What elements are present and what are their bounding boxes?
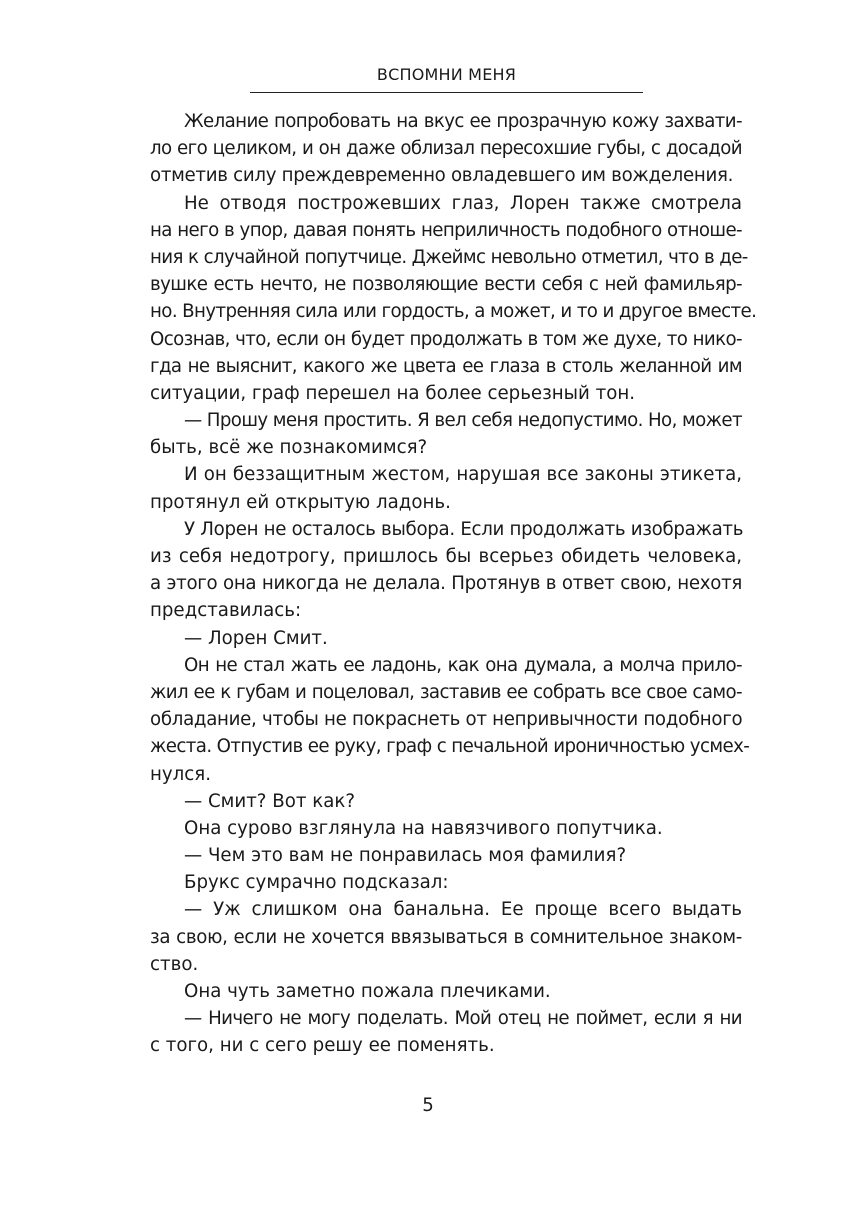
text-line: из себя недотрогу, пришлось бы всерьез обидеть человека, <box>150 546 742 567</box>
text-line: Брукс сумрачно подсказал: <box>184 872 449 894</box>
text-line: — Чем это вам не понравилась моя фамилия? <box>184 845 627 867</box>
text-line: Осознав, что, если он будет продолжать в том же духе, то нико- <box>150 328 742 350</box>
text-line: но. Внутренняя сила или гордость, а может, и то и другое вместе. <box>150 301 757 323</box>
text-line: жеста. Отпустив ее руку, граф с печальной ироничностью усмех- <box>150 736 750 758</box>
text-line: гда не выяснит, какого же цвета ее глаза в столь желанной им <box>150 355 742 377</box>
text-line: — Ничего не могу поделать. Мой отец не поймет, если я ни <box>184 1008 742 1030</box>
text-line: с того, ни с сего решу ее поменять. <box>150 1035 495 1057</box>
text-line: жил ее к губам и поцеловал, заставив ее собрать все свое само- <box>150 681 742 703</box>
text-line: — Уж слишком она банальна. Ее проще всего выдать <box>184 899 742 921</box>
running-header <box>250 64 643 86</box>
text-line: Он не стал жать ее ладонь, как она думала, а молча прило- <box>184 654 742 676</box>
page-number: 5 <box>422 1095 434 1116</box>
running-title: ВСПОМНИ МЕНЯ <box>376 65 517 84</box>
text-line: за свою, если не хочется ввязываться в сомнительное знаком- <box>150 926 742 948</box>
text-line: а этого она никогда не делала. Протянув в ответ свою, нехотя <box>150 573 742 595</box>
text-line: ло его целиком, и он даже облизал пересохшие губы, с досадой <box>150 138 742 160</box>
text-line: ситуации, граф перешел на более серьезный тон. <box>150 382 636 404</box>
text-line: И он беззащитным жестом, нарушая все законы этикета, <box>184 464 742 486</box>
text-line: обладание, чтобы не покраснеть от непривычности подобного <box>150 709 743 731</box>
text-line: Она сурово взглянула на навязчивого попутчика. <box>184 817 663 839</box>
text-line: на него в упор, давая понять неприличность подобного отноше- <box>150 219 742 241</box>
text-line: — Прошу меня простить. Я вел себя недопустимо. Но, может <box>184 410 742 432</box>
text-line: — Лорен Смит. <box>184 627 328 649</box>
text-line: нулся. <box>150 763 212 785</box>
text-line: — Смит? Вот как? <box>184 790 355 812</box>
body-text <box>150 108 757 1060</box>
text-line: Она чуть заметно пожала плечиками. <box>184 981 551 1002</box>
text-line: быть, всё же познакомимся? <box>150 437 428 459</box>
text-line: представилась: <box>150 600 302 622</box>
text-line: Желание попробовать на вкус ее прозрачную кожу захвати- <box>184 111 742 132</box>
text-line: протянул ей открытую ладонь. <box>150 491 451 513</box>
text-line: отметив силу преждевременно овладевшего им вожделения. <box>150 165 734 187</box>
text-line: вушке есть нечто, не позволяющие вести себя с ней фамильяр- <box>150 274 742 296</box>
text-line: У Лорен не осталось выбора. Если продолжать изображать <box>184 518 744 540</box>
text-line: ния к случайной попутчице. Джеймс невольно отметил, что в де- <box>150 246 748 268</box>
text-line: ство. <box>150 953 199 975</box>
header-rule <box>250 92 643 93</box>
text-line: Не отводя построжевших глаз, Лорен также смотрела <box>184 192 742 214</box>
